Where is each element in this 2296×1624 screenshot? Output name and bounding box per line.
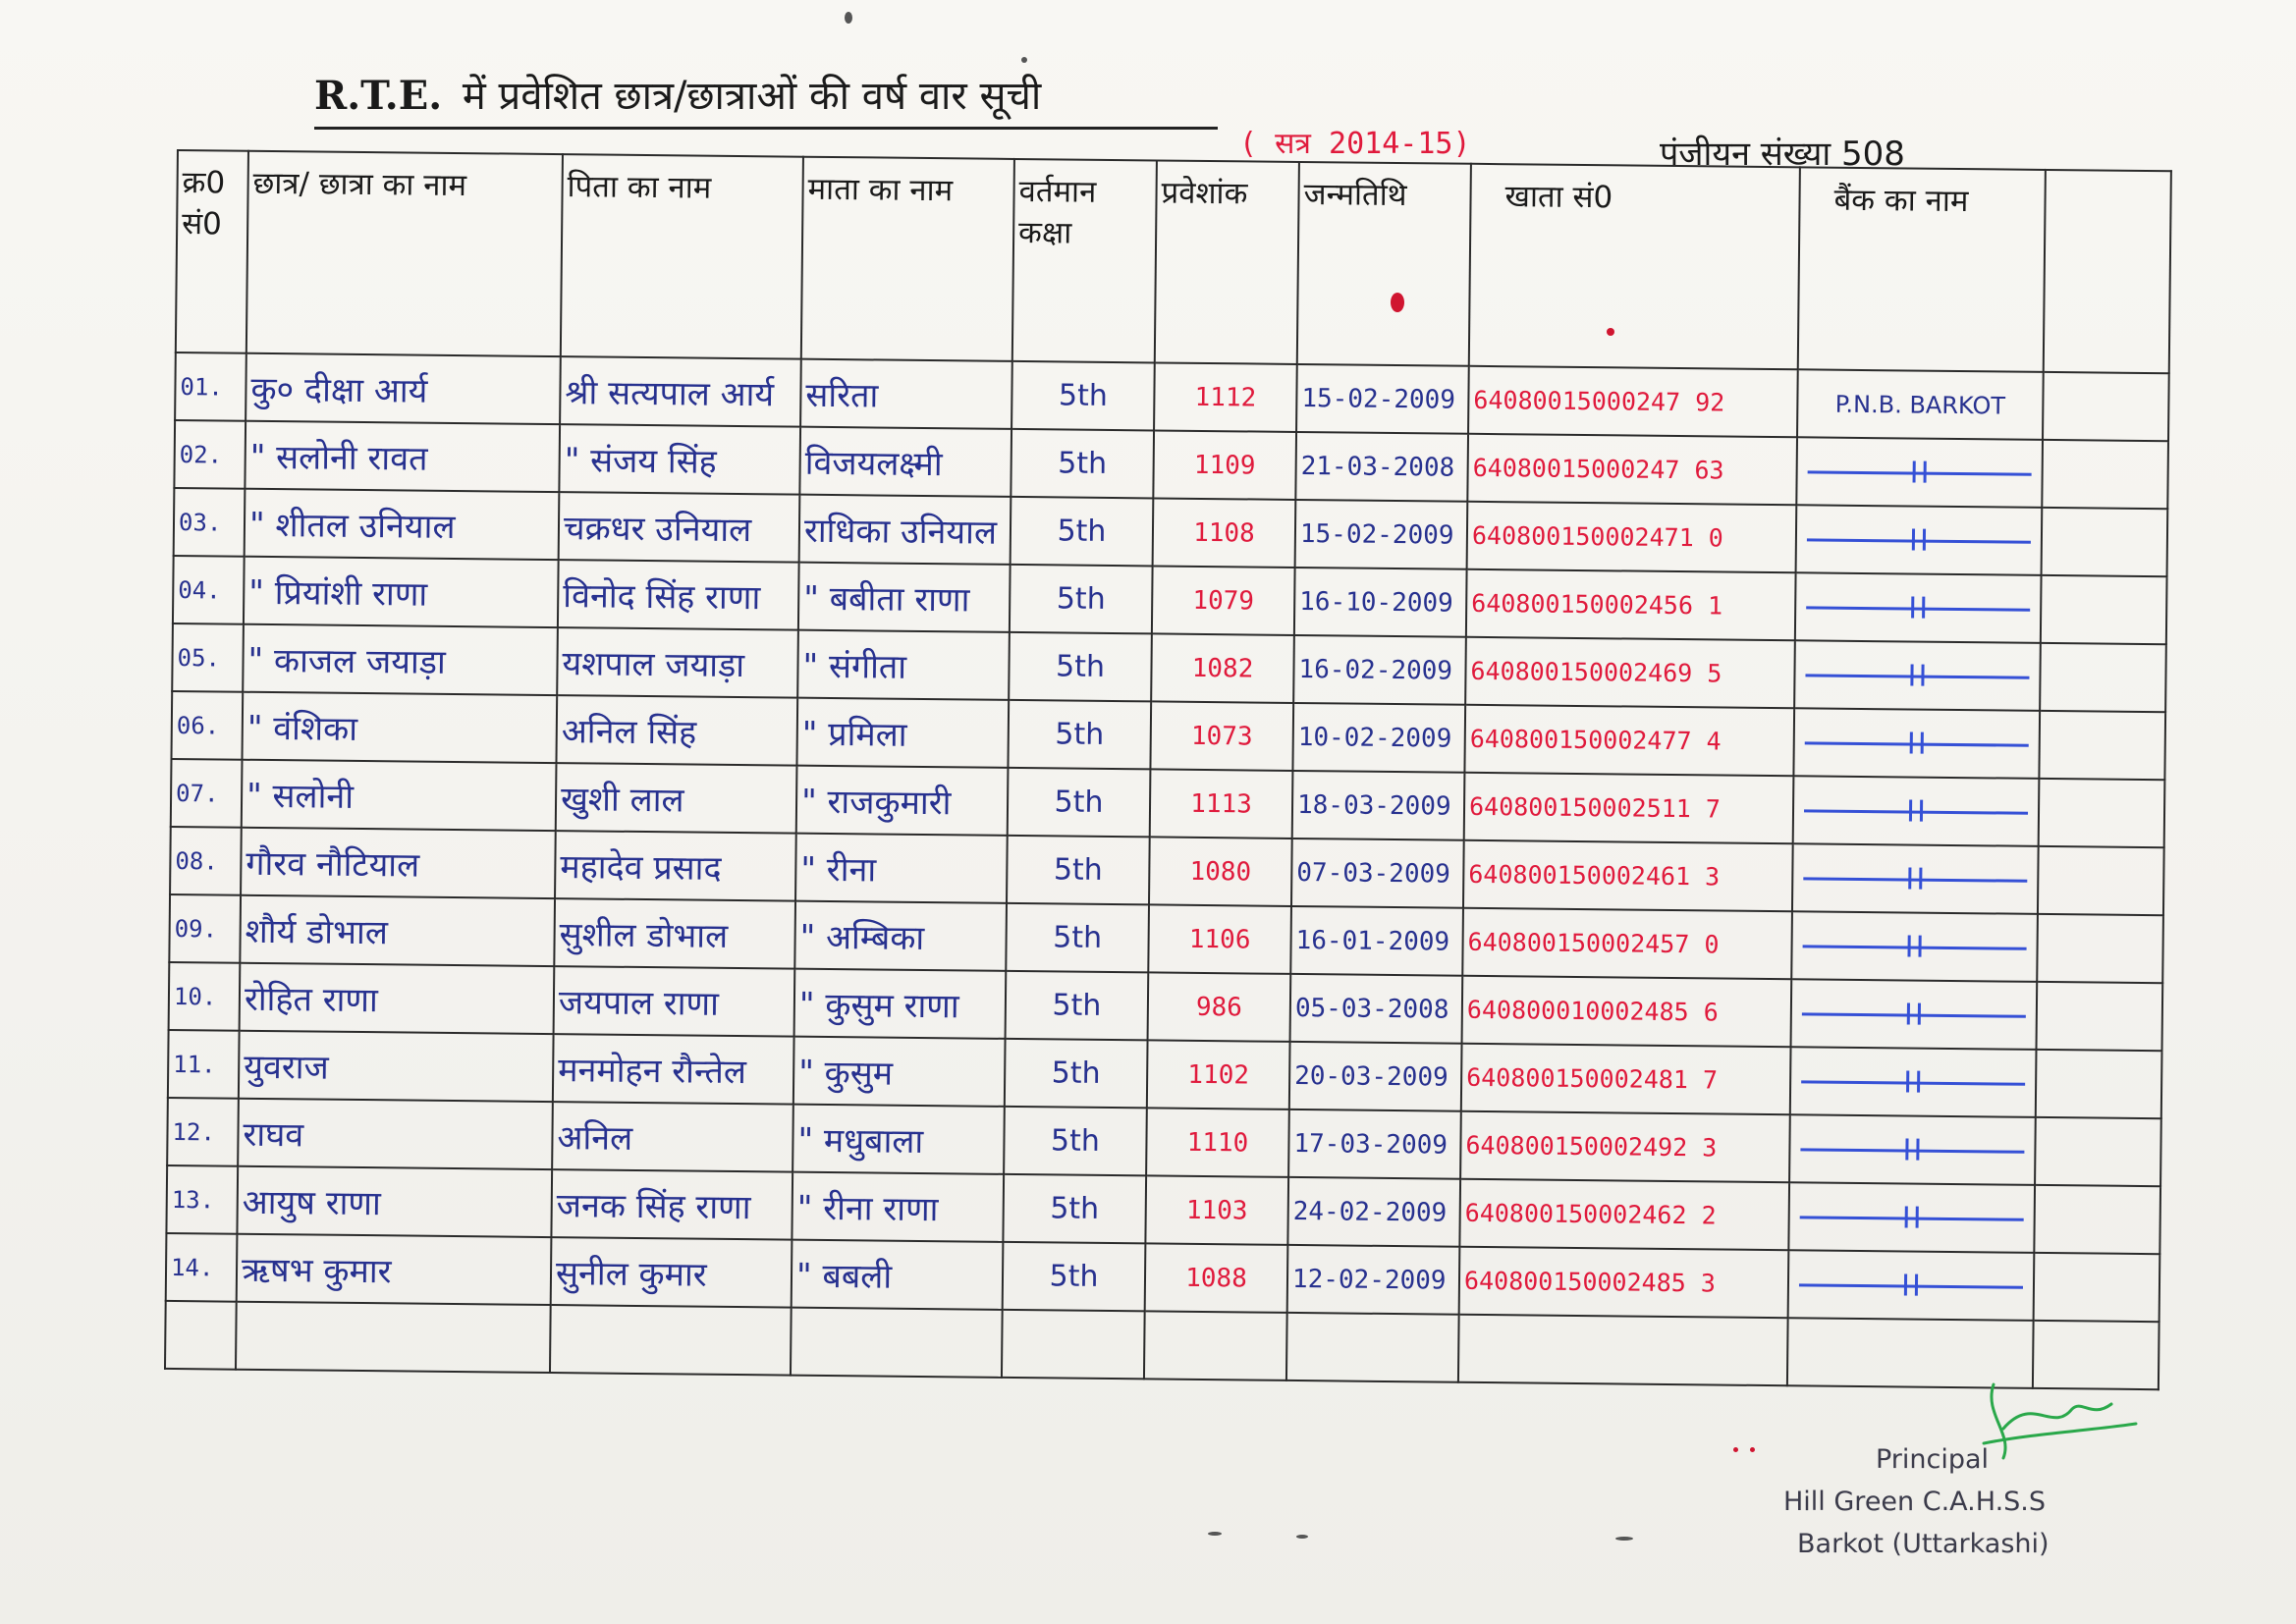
cell-father: यशपाल जयाड़ा [557,627,798,698]
cell-dob: 10-02-2009 [1292,703,1465,773]
cell-account: 640800010002485 6 [1462,976,1792,1048]
cell-student: राघव [238,1099,553,1169]
cell-admission: 1110 [1146,1108,1289,1177]
cell-account: 640800150002469 5 [1465,637,1795,709]
cell-account: 640800150002492 3 [1460,1111,1790,1183]
cell-class: 5th [1006,971,1149,1041]
cell-bank-ditto-mark [1790,1047,2037,1117]
ditto-line [1793,1251,2030,1320]
cell-empty [1286,1313,1459,1382]
ditto-line [1801,438,2038,507]
cell-student: आयुष राणा [237,1166,552,1237]
cell-dob: 16-02-2009 [1293,635,1466,705]
cell-account: 640800150002511 7 [1464,773,1794,844]
ditto-line [1795,1048,2032,1116]
registration-number: पंजीयन संख्या 508 [1660,135,1905,174]
cell-admission: 1106 [1148,904,1291,974]
cell-sno: 03. [174,488,246,557]
cell-account: 64080015000247 92 [1468,366,1798,438]
ditto-line [1800,573,2037,642]
cell-sno: 04. [173,556,245,624]
ink-blot [1733,1447,1738,1452]
cell-father: जनक सिंह राणा [551,1169,793,1240]
cell-empty [2041,575,2167,644]
col-header-blank [2044,170,2171,373]
cell-class: 5th [1006,903,1149,973]
cell-student: " सलोनी रावत [245,421,560,492]
ditto-line [1801,506,2038,574]
cell-mother: " संगीता [797,630,1010,700]
paper-speck [1021,57,1027,63]
cell-mother: विजयलक्ष्मी [799,427,1011,497]
cell-bank-ditto-mark [1791,911,2038,982]
cell-account: 640800150002461 3 [1463,840,1793,912]
col-header-account-no: खाता सं0 [1469,164,1800,369]
col-header-dob: जन्मतिथि [1297,162,1471,366]
cell-empty [2038,846,2164,915]
cell-class: 5th [1008,768,1151,838]
cell-dob: 16-10-2009 [1294,568,1467,637]
col-header-student-name: छात्र/ छात्रा का नाम [246,151,563,356]
col-header-father-name: पिता का नाम [561,154,803,359]
cell-account: 640800150002456 1 [1466,569,1796,641]
cell-admission: 1073 [1150,701,1293,771]
cell-empty [2034,1185,2160,1254]
cell-account: 64080015000247 63 [1467,434,1797,506]
cell-mother: " कुसुम [793,1037,1006,1107]
table-header-row [176,150,2171,373]
cell-sno: 09. [169,894,241,963]
cell-bank: P.N.B. BARKOT [1797,369,2044,440]
cell-mother: " बबली [792,1240,1004,1310]
cell-mother: राधिका उनियाल [799,495,1011,565]
cell-mother: " बबीता राणा [798,563,1011,632]
col-header-bank-name: बैंक का नाम [1798,167,2046,372]
stamp-place: Barkot (Uttarkashi) [1797,1529,2050,1560]
paper-speck [1296,1535,1308,1539]
cell-class: 5th [1011,429,1154,499]
cell-class: 5th [1005,1039,1148,1109]
cell-father: सुनील कुमार [551,1237,793,1308]
cell-bank-ditto-mark [1794,640,2041,711]
ink-blot [1750,1447,1755,1452]
cell-dob: 15-02-2009 [1296,364,1469,434]
cell-student: कु० दीक्षा आर्य [246,353,561,424]
ditto-line [1796,912,2033,981]
cell-father: विनोद सिंह राणा [558,560,799,630]
cell-father: जयपाल राणा [554,966,795,1037]
session-label: ( सत्र 2014-15) [1239,127,1471,161]
cell-mother: " मधुबाला [793,1105,1005,1174]
ditto-line [1797,844,2034,913]
page-title [314,67,1218,130]
cell-father: मनमोहन रौन्तेल [553,1034,794,1105]
title-rte: R.T.E. [314,73,443,119]
cell-sno: 07. [171,759,243,828]
cell-father: महादेव प्रसाद [555,831,796,901]
cell-empty [550,1305,792,1376]
cell-mother: " रीना [795,834,1008,903]
cell-class: 5th [1009,632,1152,702]
cell-admission: 1112 [1154,362,1297,432]
ink-blot [1391,293,1404,312]
cell-student: " काजल जयाड़ा [243,624,558,695]
cell-admission: 986 [1148,972,1291,1042]
cell-dob: 07-03-2009 [1291,839,1464,908]
cell-bank-ditto-mark [1793,776,2040,846]
cell-student: रोहित राणा [240,963,555,1034]
cell-empty [1144,1311,1287,1380]
cell-dob: 17-03-2009 [1288,1110,1461,1179]
cell-sno: 01. [175,352,246,421]
cell-mother: " प्रमिला [796,698,1009,768]
cell-empty [2034,1253,2160,1322]
cell-sno: 06. [171,691,243,760]
ink-blot [1607,328,1614,336]
cell-empty [2036,1050,2162,1118]
cell-class: 5th [1004,1107,1147,1176]
cell-empty [1458,1315,1788,1386]
cell-empty [165,1301,237,1370]
cell-sno: 08. [170,827,242,895]
cell-father: चक्रधर उनियाल [559,492,800,563]
cell-bank-ditto-mark [1795,572,2042,643]
cell-sno: 14. [166,1233,238,1302]
cell-bank-ditto-mark [1792,843,2039,914]
cell-bank-ditto-mark [1788,1182,2035,1253]
cell-admission: 1082 [1151,633,1294,703]
cell-dob: 15-02-2009 [1295,500,1468,569]
cell-empty [1002,1310,1145,1380]
col-header-admission-no: प्रवेशांक [1155,160,1299,364]
cell-empty [2040,643,2166,712]
cell-empty [236,1302,551,1373]
paper-speck [1615,1537,1633,1541]
cell-account: 640800150002462 2 [1459,1179,1789,1251]
student-roster-table [164,149,2172,1390]
cell-bank-ditto-mark [1796,437,2043,508]
ditto-line [1796,980,2033,1049]
paper-speck [1208,1532,1222,1536]
cell-class: 5th [1011,497,1154,567]
cell-father: " संजय सिंह [559,424,800,495]
cell-mother: " कुसुम राणा [794,969,1007,1039]
cell-admission: 1108 [1153,498,1296,568]
cell-admission: 1103 [1145,1175,1288,1245]
cell-dob: 24-02-2009 [1287,1177,1460,1247]
cell-father: सुशील डोभाल [554,898,795,969]
cell-class: 5th [1011,361,1155,431]
cell-empty [2039,711,2165,780]
col-header-sno: क्र0 सं0 [176,150,248,353]
cell-empty [2035,1117,2161,1186]
cell-account: 640800150002485 3 [1459,1247,1789,1319]
table-body [165,352,2169,1389]
cell-sno: 10. [169,962,241,1031]
paper-speck [845,12,852,24]
cell-student: ऋषभ कुमार [237,1234,552,1305]
cell-bank-ditto-mark [1791,979,2038,1050]
cell-class: 5th [1007,836,1150,905]
cell-father: अनिल सिंह [556,695,797,766]
cell-empty [2042,440,2168,509]
cell-account: 640800150002477 4 [1464,705,1794,777]
cell-class: 5th [1008,700,1151,770]
stamp-school: Hill Green C.A.H.S.S [1783,1487,2047,1518]
cell-dob: 05-03-2008 [1290,974,1463,1044]
cell-sno: 12. [167,1098,239,1166]
cell-empty [2043,372,2169,441]
cell-sno: 02. [174,420,246,489]
cell-empty [2037,914,2163,983]
cell-dob: 12-02-2009 [1287,1245,1460,1315]
stamp-principal: Principal [1876,1444,1990,1475]
cell-dob: 20-03-2009 [1289,1042,1462,1111]
ditto-line [1798,709,2035,778]
col-header-class: वर्तमान कक्षा [1012,159,1157,363]
col-header-mother-name: माता का नाम [801,157,1014,361]
cell-student: " प्रियांशी राणा [244,557,559,627]
cell-admission: 1113 [1150,769,1293,839]
cell-student: " वंशिका [242,692,557,763]
cell-student: गौरव नौटियाल [241,828,556,898]
cell-father: अनिल [552,1102,793,1172]
cell-account: 640800150002481 7 [1461,1044,1791,1115]
cell-admission: 1109 [1153,430,1296,500]
cell-mother: " राजकुमारी [796,766,1009,836]
ditto-line [1793,1183,2030,1252]
cell-admission: 1079 [1152,566,1295,635]
principal-stamp [1777,1438,2050,1566]
cell-sno: 13. [166,1165,238,1234]
ditto-line [1798,777,2035,845]
cell-bank-ditto-mark [1796,505,2043,575]
cell-class: 5th [1003,1242,1146,1312]
cell-sno: 11. [168,1030,240,1099]
cell-father: श्री सत्यपाल आर्य [560,356,801,427]
cell-empty [2039,779,2165,847]
cell-mother: " अम्बिका [794,901,1007,971]
cell-dob: 18-03-2009 [1292,771,1465,840]
cell-empty [791,1308,1003,1378]
cell-student: युवराज [239,1031,554,1102]
cell-student: " सलोनी [242,760,557,831]
cell-admission: 1102 [1147,1040,1290,1110]
cell-dob: 16-01-2009 [1290,906,1463,976]
cell-account: 640800150002471 0 [1467,502,1797,573]
cell-bank-ditto-mark [1788,1250,2035,1321]
cell-mother: " रीना राणा [792,1172,1004,1242]
cell-bank-ditto-mark [1793,708,2040,779]
cell-admission: 1080 [1149,837,1292,906]
cell-empty [2037,982,2163,1051]
ditto-line [1799,641,2036,710]
cell-empty [2042,508,2168,576]
cell-account: 640800150002457 0 [1462,908,1792,980]
title-text: में प्रवेशित छात्र/छात्राओं की वर्ष वार सूची [462,74,1042,119]
cell-dob: 21-03-2008 [1295,432,1468,502]
cell-admission: 1088 [1145,1243,1288,1313]
ditto-line [1794,1115,2031,1184]
cell-class: 5th [1010,565,1153,634]
cell-student: शौर्य डोभाल [240,895,555,966]
cell-sno: 05. [172,623,244,692]
cell-father: खुशी लाल [556,763,797,834]
cell-class: 5th [1003,1174,1146,1244]
cell-student: " शीतल उनियाल [245,489,560,560]
cell-bank-ditto-mark [1789,1114,2036,1185]
cell-mother: सरिता [800,359,1012,429]
